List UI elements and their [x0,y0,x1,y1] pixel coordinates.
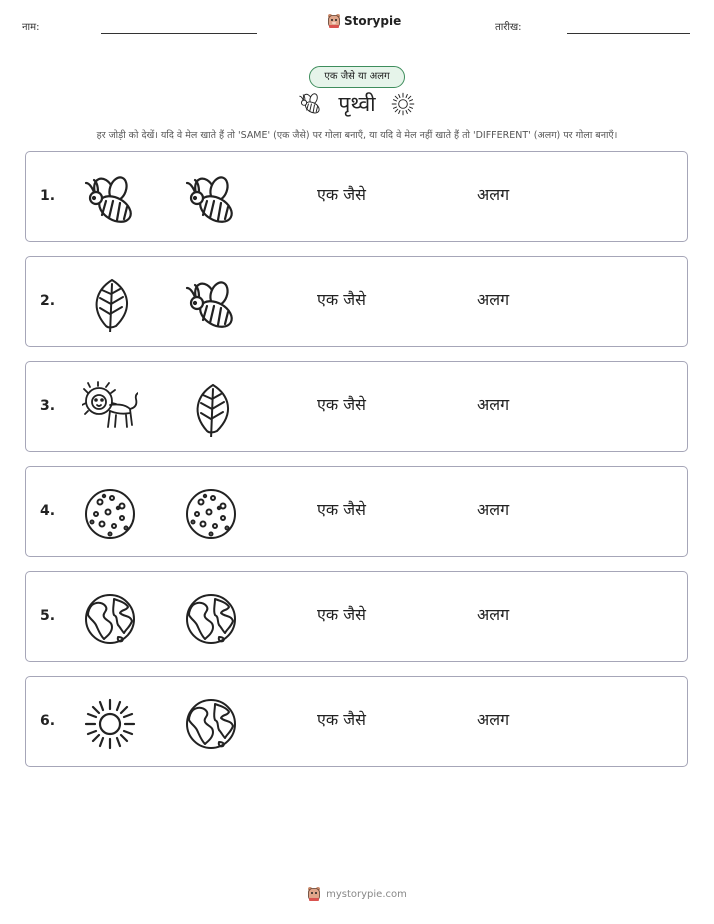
same-option[interactable]: एक जैसे [317,395,366,414]
row-number: 6. [40,713,56,729]
date-line[interactable] [567,33,690,34]
same-option[interactable]: एक जैसे [317,290,366,309]
sun-icon [390,91,416,117]
moon-icon [82,486,138,542]
exercise-row-5 [25,571,688,662]
different-option[interactable]: अलग [477,605,510,624]
same-option[interactable]: एक जैसे [317,185,366,204]
footer [0,886,714,902]
sun-icon [82,696,138,752]
globe-icon [183,696,239,752]
name-label: नाम: [22,22,40,33]
row-number: 5. [40,608,56,624]
storypie-mascot-icon [327,13,341,29]
worksheet-type-badge: एक जैसे या अलग [309,66,405,88]
lion-icon [82,381,138,437]
same-option[interactable]: एक जैसे [317,605,366,624]
instructions: हर जोड़ी को देखें। यदि वे मेल खाते हैं तो 'SAME' (एक जैसे) पर गोला बनाएँ, या यदि वे मेल नहीं खाते हैं तो 'DIFFERENT' (अलग) पर गोला बनाएँ। [96,130,618,141]
bee-icon [82,171,138,227]
storypie-mascot-icon [307,886,321,902]
footer-site: mystorypie.com [326,888,407,900]
title-row [0,90,714,118]
exercise-row-6 [25,676,688,767]
row-number: 2. [40,293,56,309]
different-option[interactable]: अलग [477,500,510,519]
worksheet-title: पृथ्वी [338,92,376,116]
row-number: 1. [40,188,56,204]
leaf-icon [82,276,138,332]
date-label: तारीख: [495,22,522,33]
brand-name: Storypie [344,14,402,28]
different-option[interactable]: अलग [477,185,510,204]
exercise-row-4 [25,466,688,557]
exercise-row-2 [25,256,688,347]
bee-icon [298,91,324,117]
leaf-icon [183,381,239,437]
bee-icon [183,171,239,227]
row-number: 4. [40,503,56,519]
different-option[interactable]: अलग [477,710,510,729]
exercise-row-1 [25,151,688,242]
bee-icon [183,276,239,332]
globe-icon [183,591,239,647]
globe-icon [82,591,138,647]
name-line[interactable] [101,33,257,34]
moon-icon [183,486,239,542]
different-option[interactable]: अलग [477,290,510,309]
same-option[interactable]: एक जैसे [317,500,366,519]
same-option[interactable]: एक जैसे [317,710,366,729]
brand-logo [327,13,401,29]
exercise-row-3 [25,361,688,452]
different-option[interactable]: अलग [477,395,510,414]
row-number: 3. [40,398,56,414]
